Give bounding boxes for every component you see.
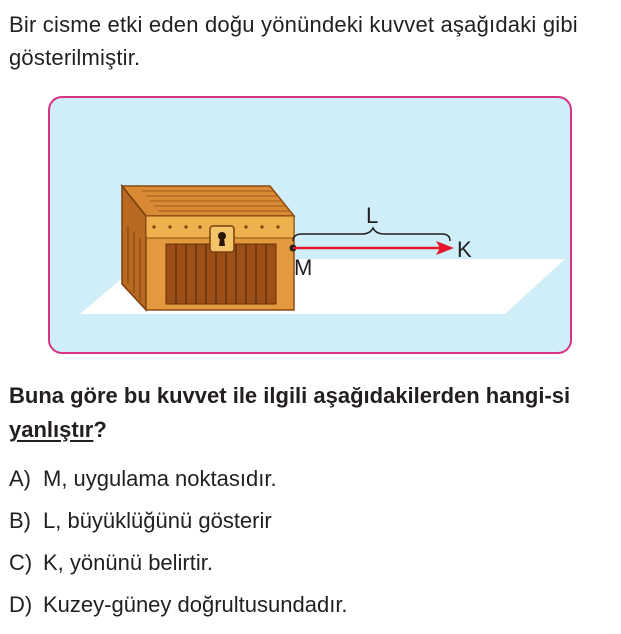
option-a[interactable] bbox=[9, 460, 615, 502]
option-text: L, büyüklüğünü gösterir bbox=[43, 508, 272, 533]
option-text: M, uygulama noktasıdır. bbox=[43, 466, 277, 491]
option-key: B) bbox=[9, 508, 31, 533]
option-b[interactable] bbox=[9, 502, 615, 544]
answer-options bbox=[9, 460, 615, 628]
force-diagram bbox=[50, 98, 572, 354]
question-end: ? bbox=[93, 417, 107, 442]
question-main: Buna göre bu kuvvet ile ilgili aşağıdakilerden hangi-si bbox=[9, 383, 571, 408]
option-text: K, yönünü belirtir. bbox=[43, 550, 213, 575]
option-d[interactable] bbox=[9, 586, 615, 628]
option-key: C) bbox=[9, 550, 33, 575]
question-underlined: yanlıştır bbox=[9, 417, 94, 442]
question-text bbox=[9, 379, 615, 447]
option-key: A) bbox=[9, 466, 31, 491]
intro-text: Bir cisme etki eden doğu yönündeki kuvvet aşağıdaki gibi gösterilmiştir. bbox=[9, 12, 578, 70]
length-brace bbox=[293, 228, 450, 241]
label-L: L bbox=[366, 203, 379, 228]
label-K: K bbox=[457, 237, 472, 262]
option-key: D) bbox=[9, 592, 33, 617]
force-figure bbox=[48, 96, 572, 354]
option-text: Kuzey-güney doğrultusundadır. bbox=[43, 592, 348, 617]
label-M: M bbox=[294, 255, 313, 280]
option-c[interactable] bbox=[9, 544, 615, 586]
